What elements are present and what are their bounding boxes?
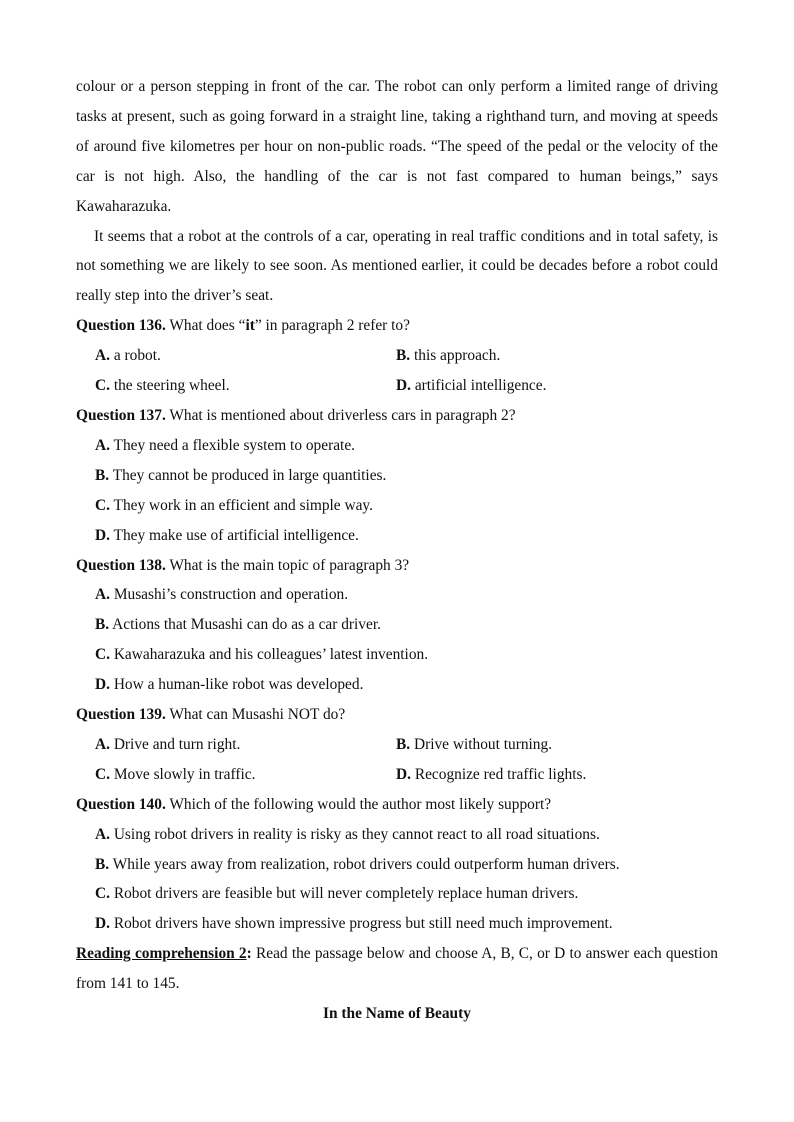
option-c[interactable] [95,760,396,790]
option-a[interactable] [95,730,396,760]
question-139 [76,700,718,790]
option-b[interactable] [396,341,697,371]
option-text: How a human-like robot was developed. [109,676,364,694]
option-text: Recognize red traffic lights. [410,765,587,783]
question-text: What does “ [165,317,246,335]
section-instruction-text: Read the passage below and choose A, B, C, or D to answer each question from 141 to 145. [76,945,719,993]
option-a[interactable] [95,820,718,850]
option-text: Drive without turning. [410,735,553,753]
option-text: Using robot drivers in reality is risky as they cannot react to all road situations. [109,825,600,843]
question-stem [76,700,718,730]
option-text: Musashi’s construction and operation. [109,586,349,604]
option-letter: C. [95,496,110,514]
question-138 [76,551,718,701]
option-text: the steering wheel. [109,377,230,395]
option-letter: D. [95,526,110,544]
option-letter: B. [95,616,110,634]
question-stem [76,311,718,341]
option-letter: C. [95,377,110,395]
option-row [95,730,718,760]
worksheet-page [76,72,718,1029]
question-number: Question 137. [76,406,166,424]
option-text: this approach. [410,347,501,365]
option-letter: D. [396,765,411,783]
option-letter: D. [396,377,411,395]
option-text: While years away from realization, robot drivers could outperform human drivers. [109,855,620,873]
option-letter: A. [95,735,110,753]
option-letter: B. [95,466,110,484]
question-text-end: ” in paragraph 2 refer to? [254,317,410,335]
option-letter: A. [95,586,110,604]
option-c[interactable] [95,371,396,401]
option-row [95,341,718,371]
question-stem [76,790,718,820]
option-text: artificial intelligence. [410,377,547,395]
question-number: Question 139. [76,706,166,724]
option-row [95,371,718,401]
option-letter: B. [396,735,411,753]
option-letter: A. [95,436,110,454]
option-c[interactable] [95,491,718,521]
section-colon: : [246,945,252,963]
option-d[interactable] [95,521,718,551]
option-letter: D. [95,676,110,694]
passage-paragraph-1: colour or a person stepping in front of the car. The robot can only perform a limited range of driving tasks at present, such as going forward in a straight line, taking a righthand turn, and moving at speeds of around five kilometres per hour on non-public roads. “The speed of the pedal or the velocity of the car is not high. Also, the handling of the car is not fast compared to human beings,” says Kawaharazuka. [76,78,718,215]
option-letter: C. [95,646,110,664]
option-letter: A. [95,347,110,365]
question-number: Question 140. [76,795,166,813]
option-letter: C. [95,885,110,903]
option-b[interactable] [95,850,718,880]
option-text: They work in an efficient and simple way. [109,496,373,514]
option-row [95,760,718,790]
option-text: They cannot be produced in large quantities. [109,466,387,484]
question-text: What is mentioned about driverless cars in paragraph 2? [165,406,516,424]
option-text: a robot. [109,347,161,365]
passage-title: In the Name of Beauty [323,1005,471,1023]
option-d[interactable] [95,909,718,939]
option-c[interactable] [95,640,718,670]
passage-paragraph-2: It seems that a robot at the controls of a car, operating in real traffic conditions and in total safety, is not something we are likely to see soon. As mentioned earlier, it could be decades before a robot could really step into the driver’s seat. [76,227,718,305]
question-number: Question 138. [76,556,166,574]
option-d[interactable] [95,670,718,700]
question-text: What can Musashi NOT do? [165,706,346,724]
option-d[interactable] [396,760,697,790]
option-b[interactable] [95,461,718,491]
question-stem [76,401,718,431]
question-stem [76,551,718,581]
option-text: Kawaharazuka and his colleagues’ latest invention. [109,646,429,664]
option-text: Drive and turn right. [109,735,241,753]
option-text: Robot drivers are feasible but will never completely replace human drivers. [109,885,579,903]
question-140 [76,790,718,940]
option-a[interactable] [95,580,718,610]
option-letter: C. [95,765,110,783]
option-letter: B. [95,855,110,873]
option-letter: D. [95,915,110,933]
option-b[interactable] [95,610,718,640]
option-b[interactable] [396,730,697,760]
question-number: Question 136. [76,317,166,335]
option-letter: B. [396,347,411,365]
option-text: Move slowly in traffic. [109,765,256,783]
option-text: Robot drivers have shown impressive progress but still need much improvement. [109,915,613,933]
option-text: Actions that Musashi can do as a car driver. [109,616,381,634]
question-136 [76,311,718,401]
option-text: They make use of artificial intelligence. [109,526,359,544]
option-c[interactable] [95,879,718,909]
option-a[interactable] [95,341,396,371]
question-text: What is the main topic of paragraph 3? [165,556,410,574]
section-instructions [76,939,718,999]
question-keyword: it [245,317,255,335]
option-text: They need a flexible system to operate. [109,436,355,454]
section-label: Reading comprehension 2 [76,945,247,963]
option-letter: A. [95,825,110,843]
question-137 [76,401,718,551]
question-text: Which of the following would the author most likely support? [165,795,552,813]
option-d[interactable] [396,371,697,401]
option-a[interactable] [95,431,718,461]
